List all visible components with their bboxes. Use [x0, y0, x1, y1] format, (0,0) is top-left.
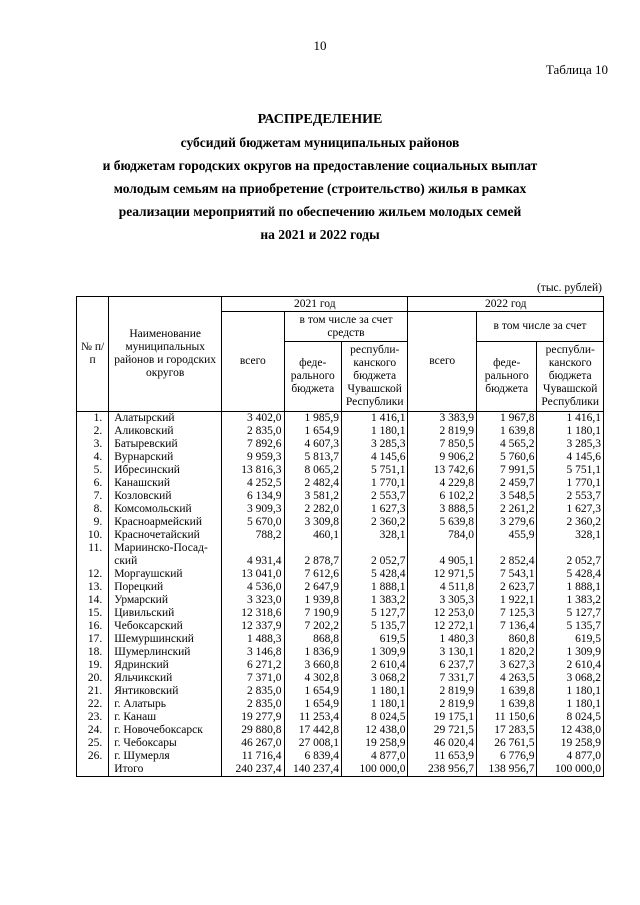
header-including-2022: в том числе за счет	[476, 312, 603, 342]
table-row	[77, 646, 604, 659]
row-value: 2 819,9	[408, 425, 477, 438]
row-value: 619,5	[537, 633, 604, 646]
table-row	[77, 490, 604, 503]
row-name: Моргаушский	[109, 568, 222, 581]
row-value: 26 761,5	[476, 737, 536, 750]
row-value: 784,0	[408, 529, 477, 542]
row-value: 2 610,4	[537, 659, 604, 672]
row-name: Вурнарский	[109, 451, 222, 464]
row-value: 7 892,6	[222, 438, 284, 451]
row-value: 1 180,1	[341, 698, 408, 711]
row-value: 4 536,0	[222, 581, 284, 594]
row-value: 2 482,4	[284, 477, 341, 490]
row-name: Батыревский	[109, 438, 222, 451]
row-name: Цивильский	[109, 607, 222, 620]
row-value: 1 922,1	[476, 594, 536, 607]
row-value: 100 000,0	[537, 763, 604, 777]
row-value: 138 956,7	[476, 763, 536, 777]
row-value: 5 127,7	[537, 607, 604, 620]
table-row	[77, 685, 604, 698]
row-value: 1 383,2	[341, 594, 408, 607]
row-value: 1 639,8	[476, 698, 536, 711]
row-number: 18.	[77, 646, 109, 659]
row-value	[408, 542, 477, 555]
row-name: Урмарский	[109, 594, 222, 607]
row-value: 2 647,9	[284, 581, 341, 594]
row-value: 3 285,3	[537, 438, 604, 451]
row-value: 3 402,0	[222, 412, 284, 426]
row-value: 46 020,4	[408, 737, 477, 750]
row-number: 7.	[77, 490, 109, 503]
table-row	[77, 672, 604, 685]
row-value: 460,1	[284, 529, 341, 542]
row-value: 1 654,9	[284, 685, 341, 698]
row-value: 619,5	[341, 633, 408, 646]
row-value: 3 888,5	[408, 503, 477, 516]
row-value: 1 627,3	[341, 503, 408, 516]
row-value: 4 145,6	[341, 451, 408, 464]
row-value: 328,1	[537, 529, 604, 542]
row-value: 11 653,9	[408, 750, 477, 763]
row-value: 2 835,0	[222, 425, 284, 438]
row-value: 19 277,9	[222, 711, 284, 724]
row-number	[77, 763, 109, 777]
row-value: 6 776,9	[476, 750, 536, 763]
title-line: и бюджетам городских округов на предоставление социальных выплат	[102, 158, 538, 173]
row-value: 7 850,5	[408, 438, 477, 451]
units-note: (тыс. рублей)	[536, 282, 602, 294]
row-value: 19 175,1	[408, 711, 477, 724]
row-value: 5 751,1	[537, 464, 604, 477]
header-federal-2021: феде-рального бюджета	[284, 342, 341, 412]
row-value: 3 627,3	[476, 659, 536, 672]
row-value: 3 279,6	[476, 516, 536, 529]
row-value: 1 654,9	[284, 425, 341, 438]
row-value: 4 877,0	[537, 750, 604, 763]
row-value	[341, 542, 408, 555]
row-value: 13 742,6	[408, 464, 477, 477]
row-value: 5 670,0	[222, 516, 284, 529]
row-number: 23.	[77, 711, 109, 724]
table-row	[77, 737, 604, 750]
table-row	[77, 594, 604, 607]
row-value: 2 360,2	[537, 516, 604, 529]
row-value: 1 888,1	[537, 581, 604, 594]
row-number: 26.	[77, 750, 109, 763]
table-row	[77, 607, 604, 620]
row-name: г. Чебоксары	[109, 737, 222, 750]
row-value: 7 331,7	[408, 672, 477, 685]
row-value: 1 639,8	[476, 685, 536, 698]
row-value	[476, 542, 536, 555]
row-name: г. Шумерля	[109, 750, 222, 763]
table-row	[77, 516, 604, 529]
row-value: 2 878,7	[284, 555, 341, 568]
row-value: 1 180,1	[341, 425, 408, 438]
row-value: 1 383,2	[537, 594, 604, 607]
row-value: 2 553,7	[341, 490, 408, 503]
row-value: 7 991,5	[476, 464, 536, 477]
row-value: 868,8	[284, 633, 341, 646]
table-row	[77, 412, 604, 426]
row-value: 7 371,0	[222, 672, 284, 685]
row-value: 238 956,7	[408, 763, 477, 777]
table-row	[77, 477, 604, 490]
row-number: 14.	[77, 594, 109, 607]
row-number: 6.	[77, 477, 109, 490]
row-name: Шумерлинский	[109, 646, 222, 659]
row-value: 2 553,7	[537, 490, 604, 503]
row-value: 100 000,0	[341, 763, 408, 777]
row-value: 6 271,2	[222, 659, 284, 672]
row-value: 5 135,7	[537, 620, 604, 633]
row-name: Чебоксарский	[109, 620, 222, 633]
subsidy-table	[76, 296, 604, 777]
header-republic-2021: республи-канского бюджета Чувашской Республики	[341, 342, 408, 412]
row-value: 1 416,1	[341, 412, 408, 426]
table-row	[77, 529, 604, 542]
row-name: Итого	[109, 763, 222, 777]
row-value: 9 959,3	[222, 451, 284, 464]
header-name: Наименование муниципальных районов и городских округов	[109, 297, 222, 412]
row-value: 1 654,9	[284, 698, 341, 711]
row-value: 2 852,4	[476, 555, 536, 568]
row-value: 13 816,3	[222, 464, 284, 477]
table-row	[77, 659, 604, 672]
row-name: Красночетайский	[109, 529, 222, 542]
row-value: 7 190,9	[284, 607, 341, 620]
row-value: 3 068,2	[537, 672, 604, 685]
row-value: 455,9	[476, 529, 536, 542]
row-name: г. Новочебоксарск	[109, 724, 222, 737]
row-number: 20.	[77, 672, 109, 685]
row-value: 5 428,4	[341, 568, 408, 581]
row-number: 11.	[77, 542, 109, 555]
row-number: 17.	[77, 633, 109, 646]
row-name: Шемуршинский	[109, 633, 222, 646]
row-value: 2 610,4	[341, 659, 408, 672]
row-value: 7 136,4	[476, 620, 536, 633]
row-number: 10.	[77, 529, 109, 542]
table-row	[77, 464, 604, 477]
row-number: 5.	[77, 464, 109, 477]
row-value: 3 146,8	[222, 646, 284, 659]
row-value: 3 305,3	[408, 594, 477, 607]
row-name: Красноармейский	[109, 516, 222, 529]
row-value: 3 323,0	[222, 594, 284, 607]
row-value: 1 180,1	[537, 685, 604, 698]
row-name: Канашский	[109, 477, 222, 490]
row-value: 3 581,2	[284, 490, 341, 503]
row-value: 1 488,3	[222, 633, 284, 646]
row-value: 4 145,6	[537, 451, 604, 464]
row-value: 3 660,8	[284, 659, 341, 672]
row-value: 1 180,1	[341, 685, 408, 698]
row-value: 240 237,4	[222, 763, 284, 777]
row-number: 16.	[77, 620, 109, 633]
row-value: 5 813,7	[284, 451, 341, 464]
row-value: 4 905,1	[408, 555, 477, 568]
row-value: 1 967,8	[476, 412, 536, 426]
row-value: 6 237,7	[408, 659, 477, 672]
row-value: 12 438,0	[341, 724, 408, 737]
row-number: 3.	[77, 438, 109, 451]
row-value: 11 716,4	[222, 750, 284, 763]
row-number: 2.	[77, 425, 109, 438]
row-value: 2 360,2	[341, 516, 408, 529]
title-line: на 2021 и 2022 годы	[260, 227, 380, 242]
row-value	[222, 542, 284, 555]
row-value: 4 931,4	[222, 555, 284, 568]
row-value: 6 102,2	[408, 490, 477, 503]
table-row	[77, 633, 604, 646]
row-value: 5 760,6	[476, 451, 536, 464]
row-value: 4 263,5	[476, 672, 536, 685]
row-value: 2 819,9	[408, 698, 477, 711]
row-name: Алатырский	[109, 412, 222, 426]
row-value: 2 623,7	[476, 581, 536, 594]
document-title	[60, 108, 580, 246]
row-value: 3 068,2	[341, 672, 408, 685]
row-value: 1 309,9	[537, 646, 604, 659]
row-value: 860,8	[476, 633, 536, 646]
row-name: Янтиковский	[109, 685, 222, 698]
row-name: г. Канаш	[109, 711, 222, 724]
row-value: 2 459,7	[476, 477, 536, 490]
row-value: 17 442,8	[284, 724, 341, 737]
row-value: 29 880,8	[222, 724, 284, 737]
row-value: 1 836,9	[284, 646, 341, 659]
title-line: субсидий бюджетам муниципальных районов	[180, 135, 460, 150]
row-value: 4 302,8	[284, 672, 341, 685]
table-row	[77, 542, 604, 555]
row-value: 4 565,2	[476, 438, 536, 451]
row-value: 29 721,5	[408, 724, 477, 737]
row-value	[284, 542, 341, 555]
row-value: 2 052,7	[537, 555, 604, 568]
row-number: 21.	[77, 685, 109, 698]
row-value: 8 024,5	[537, 711, 604, 724]
row-number: 19.	[77, 659, 109, 672]
row-number: 25.	[77, 737, 109, 750]
header-including-2021: в том числе за счет средств	[284, 312, 408, 342]
row-number: 24.	[77, 724, 109, 737]
row-name: Порецкий	[109, 581, 222, 594]
row-value: 2 835,0	[222, 698, 284, 711]
table-label: Таблица 10	[545, 62, 608, 77]
row-value: 328,1	[341, 529, 408, 542]
row-value: 2 835,0	[222, 685, 284, 698]
row-name: Комсомольский	[109, 503, 222, 516]
row-value: 1 480,3	[408, 633, 477, 646]
row-value: 5 127,7	[341, 607, 408, 620]
row-value: 3 309,8	[284, 516, 341, 529]
row-value: 1 180,1	[537, 425, 604, 438]
row-value: 4 229,8	[408, 477, 477, 490]
row-name: ский	[109, 555, 222, 568]
row-value: 3 383,9	[408, 412, 477, 426]
row-value: 2 819,9	[408, 685, 477, 698]
row-value: 8 024,5	[341, 711, 408, 724]
row-name: Яльчикский	[109, 672, 222, 685]
row-value: 1 309,9	[341, 646, 408, 659]
header-total-2021: всего	[222, 312, 284, 412]
table-row	[77, 451, 604, 464]
row-number: 12.	[77, 568, 109, 581]
row-value: 12 318,6	[222, 607, 284, 620]
row-value: 2 282,0	[284, 503, 341, 516]
row-value: 12 438,0	[537, 724, 604, 737]
header-num: № п/п	[77, 297, 109, 412]
row-name: Ибресинский	[109, 464, 222, 477]
table-row	[77, 763, 604, 777]
row-value: 17 283,5	[476, 724, 536, 737]
row-value: 1 639,8	[476, 425, 536, 438]
row-value: 1 888,1	[341, 581, 408, 594]
table-row	[77, 620, 604, 633]
table-body	[77, 412, 604, 777]
row-value: 12 971,5	[408, 568, 477, 581]
row-number: 8.	[77, 503, 109, 516]
row-value: 6 839,4	[284, 750, 341, 763]
row-value: 1 939,8	[284, 594, 341, 607]
row-value: 1 985,9	[284, 412, 341, 426]
row-value: 1 180,1	[537, 698, 604, 711]
row-number: 13.	[77, 581, 109, 594]
row-name: г. Алатырь	[109, 698, 222, 711]
table-row	[77, 750, 604, 763]
row-number	[77, 555, 109, 568]
header-year-2021: 2021 год	[222, 297, 408, 312]
table-row	[77, 698, 604, 711]
row-number: 22.	[77, 698, 109, 711]
row-value: 5 428,4	[537, 568, 604, 581]
row-value: 4 252,5	[222, 477, 284, 490]
row-value: 5 135,7	[341, 620, 408, 633]
row-value: 9 906,2	[408, 451, 477, 464]
row-value: 1 770,1	[537, 477, 604, 490]
row-value: 11 150,6	[476, 711, 536, 724]
row-number: 9.	[77, 516, 109, 529]
row-name: Аликовский	[109, 425, 222, 438]
row-number: 1.	[77, 412, 109, 426]
row-value: 788,2	[222, 529, 284, 542]
row-value: 5 751,1	[341, 464, 408, 477]
row-value: 1 820,2	[476, 646, 536, 659]
row-value: 7 125,3	[476, 607, 536, 620]
row-value: 3 285,3	[341, 438, 408, 451]
row-value: 2 261,2	[476, 503, 536, 516]
row-value: 13 041,0	[222, 568, 284, 581]
row-value: 8 065,2	[284, 464, 341, 477]
row-value: 19 258,9	[341, 737, 408, 750]
title-line: реализации мероприятий по обеспечению жильем молодых семей	[118, 204, 522, 219]
table-row	[77, 425, 604, 438]
table-row	[77, 438, 604, 451]
table-row	[77, 568, 604, 581]
row-value: 27 008,1	[284, 737, 341, 750]
row-value: 19 258,9	[537, 737, 604, 750]
title-line: молодым семьям на приобретение (строительство) жилья в рамках	[113, 181, 527, 196]
row-value: 3 548,5	[476, 490, 536, 503]
header-republic-2022: республи-канского бюджета Чувашской Республики	[537, 342, 604, 412]
header-year-2022: 2022 год	[408, 297, 604, 312]
row-value: 1 416,1	[537, 412, 604, 426]
row-value: 46 267,0	[222, 737, 284, 750]
row-value: 3 130,1	[408, 646, 477, 659]
row-number: 15.	[77, 607, 109, 620]
row-value: 12 253,0	[408, 607, 477, 620]
row-value: 7 612,6	[284, 568, 341, 581]
table-row	[77, 581, 604, 594]
table-row	[77, 503, 604, 516]
row-value: 2 052,7	[341, 555, 408, 568]
row-value: 11 253,4	[284, 711, 341, 724]
row-name: Ядринский	[109, 659, 222, 672]
row-value: 4 607,3	[284, 438, 341, 451]
row-value: 3 909,3	[222, 503, 284, 516]
row-value: 1 770,1	[341, 477, 408, 490]
row-value: 5 639,8	[408, 516, 477, 529]
row-value: 7 202,2	[284, 620, 341, 633]
table-row	[77, 555, 604, 568]
page-number: 10	[313, 38, 327, 53]
table-row	[77, 724, 604, 737]
row-value	[537, 542, 604, 555]
row-value: 12 272,1	[408, 620, 477, 633]
row-name: Козловский	[109, 490, 222, 503]
row-number: 4.	[77, 451, 109, 464]
title-main: РАСПРЕДЕЛЕНИЕ	[257, 112, 383, 127]
row-value: 1 627,3	[537, 503, 604, 516]
row-value: 6 134,9	[222, 490, 284, 503]
row-value: 140 237,4	[284, 763, 341, 777]
table-row	[77, 711, 604, 724]
header-total-2022: всего	[408, 312, 477, 412]
header-federal-2022: феде-рального бюджета	[476, 342, 536, 412]
row-name: Мариинско-Посад-	[109, 542, 222, 555]
row-value: 4 511,8	[408, 581, 477, 594]
row-value: 7 543,1	[476, 568, 536, 581]
row-value: 4 877,0	[341, 750, 408, 763]
row-value: 12 337,9	[222, 620, 284, 633]
